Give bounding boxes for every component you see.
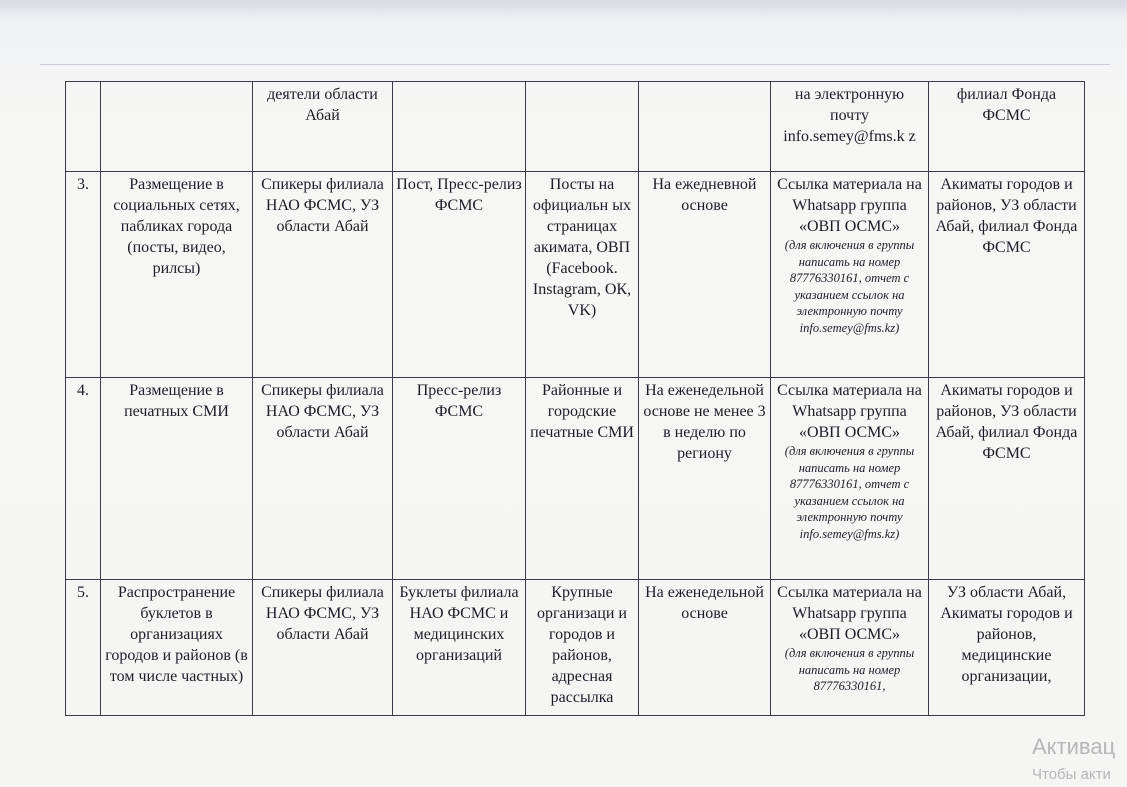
report-text: Ссылка материала на Whatsapp группа «ОВП ОСМС» <box>777 176 922 235</box>
table-row <box>66 580 1085 716</box>
materials-cell <box>393 82 526 172</box>
scan-top-edge <box>0 0 1127 18</box>
placement-cell: Посты на официальн ых страницах акимата, ОВП (Facebook. Instagram, ОК, VK) <box>526 172 639 378</box>
action-cell: Распространение буклетов в организациях городов и районов (в том числе частных) <box>101 580 253 716</box>
table-row <box>66 378 1085 580</box>
row-number: 4. <box>66 378 101 580</box>
windows-activation-watermark-title: Активац <box>1032 734 1116 759</box>
action-cell: Размещение в социальных сетях, пабликах города (посты, видео, рилсы) <box>101 172 253 378</box>
report-text: на электронную почту info.semey@fms.k z <box>783 86 916 145</box>
plan-table <box>65 81 1085 716</box>
windows-activation-watermark-subtitle: Чтобы акти <box>1032 766 1111 783</box>
placement-cell: Крупные организаци и городов и районов, адресная рассылка <box>526 580 639 716</box>
speakers-cell: Спикеры филиала НАО ФСМС, УЗ области Абай <box>253 172 393 378</box>
row-number: 3. <box>66 172 101 378</box>
responsible-cell: Акиматы городов и районов, УЗ области Абай, филиал Фонда ФСМС <box>929 172 1085 378</box>
row-number: 5. <box>66 580 101 716</box>
report-cell <box>771 82 929 172</box>
materials-cell: Пресс-релиз ФСМС <box>393 378 526 580</box>
placement-cell: Районные и городские печатные СМИ <box>526 378 639 580</box>
frequency-cell: На еженедельной основе не менее 3 в неделю по региону <box>639 378 771 580</box>
report-note: (для включения в группы написать на номер 87776330161, отчет с указанием ссылок на электронную почту info.semey@fms.kz) <box>784 444 915 541</box>
materials-cell: Пост, Пресс-релиз ФСМС <box>393 172 526 378</box>
report-cell <box>771 580 929 716</box>
speakers-cell: Спикеры филиала НАО ФСМС, УЗ области Абай <box>253 580 393 716</box>
responsible-cell: Акиматы городов и районов, УЗ области Абай, филиал Фонда ФСМС <box>929 378 1085 580</box>
action-cell <box>101 82 253 172</box>
report-cell <box>771 378 929 580</box>
placement-cell <box>526 82 639 172</box>
report-text: Ссылка материала на Whatsapp группа «ОВП ОСМС» <box>777 382 922 441</box>
scan-artifact-line <box>40 64 1110 65</box>
speakers-cell: Спикеры филиала НАО ФСМС, УЗ области Абай <box>253 378 393 580</box>
table-row <box>66 82 1085 172</box>
table-row <box>66 172 1085 378</box>
report-cell <box>771 172 929 378</box>
action-cell: Размещение в печатных СМИ <box>101 378 253 580</box>
frequency-cell <box>639 82 771 172</box>
materials-cell: Буклеты филиала НАО ФСМС и медицинских организаций <box>393 580 526 716</box>
report-text: Ссылка материала на Whatsapp группа «ОВП ОСМС» <box>777 584 922 643</box>
responsible-cell: филиал Фонда ФСМС <box>929 82 1085 172</box>
report-note: (для включения в группы написать на номер 87776330161, <box>784 646 915 693</box>
frequency-cell: На ежедневной основе <box>639 172 771 378</box>
row-number <box>66 82 101 172</box>
frequency-cell: На еженедельной основе <box>639 580 771 716</box>
report-note: (для включения в группы написать на номер 87776330161, отчет с указанием ссылок на электронную почту info.semey@fms.kz) <box>784 238 915 335</box>
responsible-cell: УЗ области Абай, Акиматы городов и районов, медицинские организации, <box>929 580 1085 716</box>
speakers-cell: деятели области Абай <box>253 82 393 172</box>
